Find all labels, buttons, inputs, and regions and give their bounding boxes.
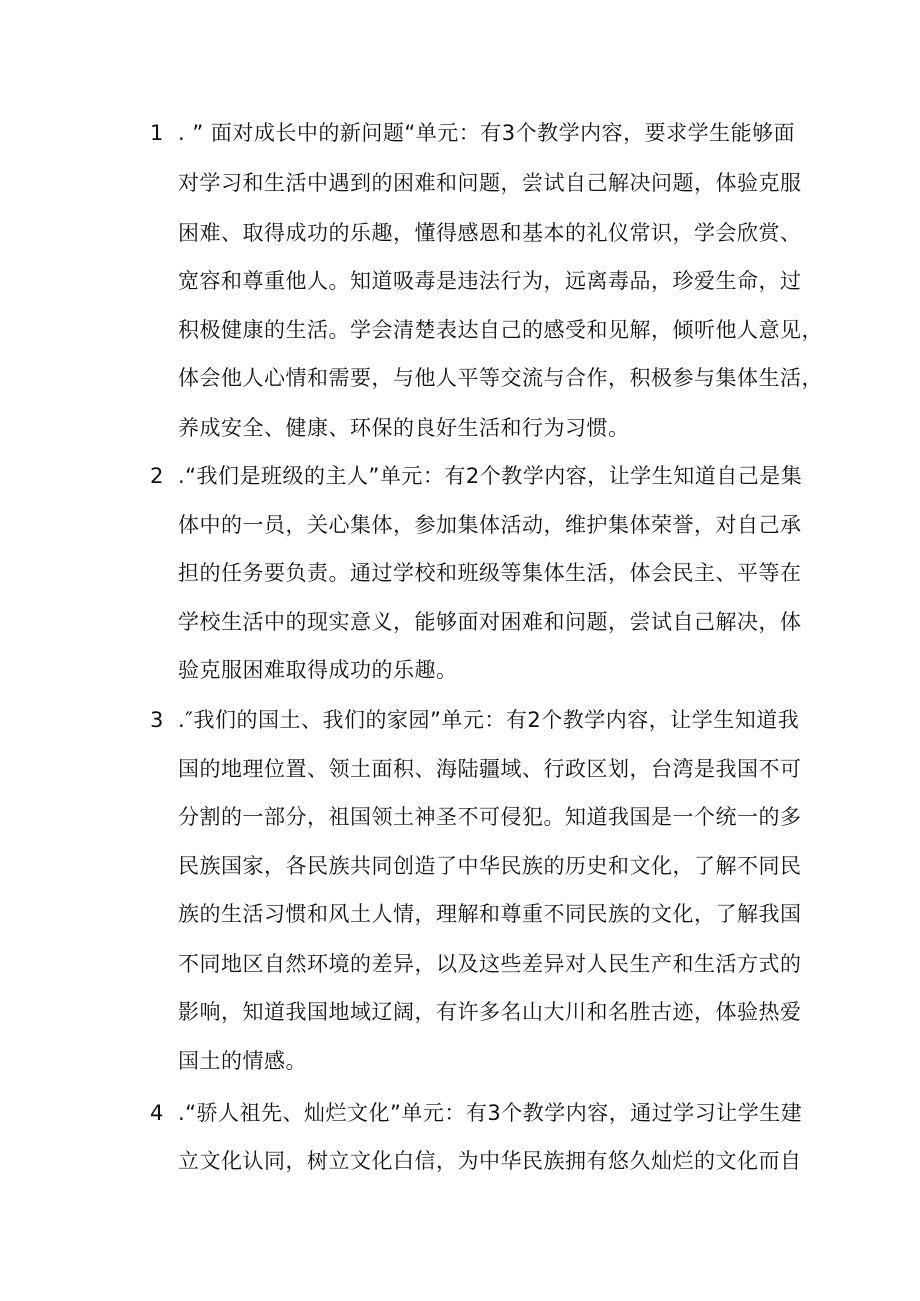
- item-3-line-6: 不同地区自然环境的差异，以及这些差异对人民生产和生活方式的: [178, 952, 802, 976]
- item-4-number: 4: [150, 1101, 164, 1125]
- item-1-line-7: 养成安全、健康、环保的良好生活和行为习惯。: [178, 416, 630, 440]
- item-4-line-1: 4 .“骄人祖先、灿烂文化”单元：有3个教学内容，通过学习让学生建: [150, 1101, 803, 1125]
- item-1-line-5: 积极健康的生活。学会清楚表达自己的感受和见解，倾听他人意见，: [178, 318, 823, 342]
- item-2-line-2: 体中的一员，关心集体，参加集体活动，维护集体荣誉，对自己承: [178, 513, 802, 537]
- item-1-line-4: 宽容和尊重他人。知道吸毒是违法行为，远离毒品，珍爱生命，过: [178, 269, 802, 293]
- item-3-line-4: 民族国家，各民族共同创造了中华民族的历史和文化，了解不同民: [178, 854, 802, 878]
- item-3-line-8: 国土的情感。: [178, 1049, 307, 1073]
- item-1-line-3: 困难、取得成功的乐趣，懂得感恩和基本的礼仪常识，学会欣赏、: [178, 221, 802, 245]
- item-1-line-2: 对学习和生活中遇到的困难和问题，尝试自己解决问题，体验克服: [178, 171, 802, 195]
- item-2-line-3: 担的任务要负责。通过学校和班级等集体生活，体会民主、平等在: [178, 561, 802, 585]
- item-3-line-1: 3 .″我们的国土、我们的家园”单元：有2个教学内容，让学生知道我: [150, 708, 800, 732]
- item-3-line-5: 族的生活习惯和风土人情，理解和尊重不同民族的文化，了解我国: [178, 902, 802, 926]
- item-1-number: 1: [150, 121, 164, 145]
- item-2-number: 2: [150, 464, 164, 488]
- item-2-line-4: 学校生活中的现实意义，能够面对困难和问题，尝试自己解决，体: [178, 610, 802, 634]
- item-4-line-2: 立文化认同，树立文化白信，为中华民族拥有悠久灿烂的文化而自: [178, 1149, 802, 1173]
- item-2-line-5: 验克服困难取得成功的乐趣。: [178, 658, 458, 682]
- item-3-line-7: 影响，知道我国地域辽阔，有许多名山大川和名胜古迹，体验热爱: [178, 1000, 802, 1024]
- item-3-line-3: 分割的一部分，祖国领土神圣不可侵犯。知道我国是一个统一的多: [178, 805, 802, 829]
- item-2-line-1: 2 .“我们是班级的主人”单元：有2个教学内容，让学生知道自己是集: [150, 464, 803, 488]
- item-1-line-6: 体会他人心情和需要，与他人平等交流与合作，积极参与集体生活，: [178, 366, 823, 390]
- item-3-line-2: 国的地理位置、领土面积、海陆疆域、行政区划，台湾是我国不可: [178, 757, 802, 781]
- item-3-number: 3: [150, 708, 164, 732]
- item-1-line-1: 1 . ” 面对成长中的新问题“单元：有3个教学内容，要求学生能够面: [150, 121, 796, 145]
